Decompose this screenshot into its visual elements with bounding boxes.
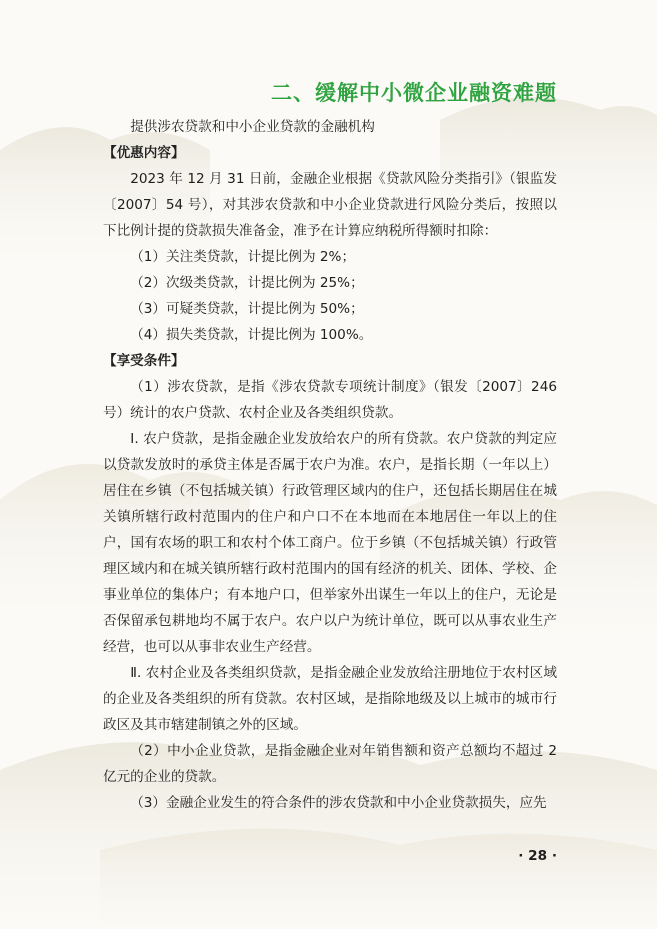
body-text [103,114,557,816]
list-item: （1）关注类贷款，计提比例为 2%； [130,249,356,265]
paragraph-loss-treatment: （3）金融企业发生的符合条件的涉农贷款和中小企业贷款损失，应先 [130,795,547,811]
paragraph-rural-enterprise-loans: Ⅱ. 农村企业及各类组织贷款，是指金融企业发放给注册地位于农村区域的企业及各类组织的所有贷款。农村区域，是指除地级及以上城市的城市行政区及其市辖建制镇之外的区域。 [103,665,557,733]
paragraph-agri-loans: （1）涉农贷款，是指《涉农贷款专项统计制度》（银发〔2007〕246 号）统计的农户贷款、农村企业及各类组织贷款。 [103,379,557,421]
list-item: （4）损失类贷款，计提比例为 100%。 [130,327,373,343]
paragraph-benefit: 2023 年 12 月 31 日前，金融企业根据《贷款风险分类指引》（银监发〔2007〕54 号），对其涉农贷款和中小企业贷款进行风险分类后，按照以下比例计提的贷款损失准备金，准予在计算应纳税所得额时扣除： [103,171,557,239]
paragraph-sme-loans: （2）中小企业贷款，是指金融企业对年销售额和资产总额均不超过 2 亿元的企业的贷款。 [103,743,557,785]
section-title: 二、缓解中小微企业融资难题 [271,81,557,105]
subject-line: 提供涉农贷款和中小企业贷款的金融机构 [130,119,375,135]
list-item: （2）次级类贷款，计提比例为 25%； [130,275,364,291]
paragraph-farmer-loans: Ⅰ. 农户贷款，是指金融企业发放给农户的所有贷款。农户贷款的判定应以贷款发放时的承贷主体是否属于农户为准。农户，是指长期（一年以上）居住在乡镇（不包括城关镇）行政管理区域内的住户，还包括长期居住在城关镇所辖行政村范围内的住户和户口不在本地而在本地居住一年以上的住户，国有农场的职工和农村个体工商户。位于乡镇（不包括城关镇）行政管理区域内和在城关镇所辖行政村范围内的国有经济的机关、团体、学校、企事业单位的集体户；有本地户口，但举家外出谋生一年以上的住户，无论是否保留承包耕地均不属于农户。农户以户为统计单位，既可以从事农业生产经营，也可以从事非农业生产经营。 [103,431,557,655]
page-number: · 28 · [518,848,557,864]
heading-benefit-content: 【优惠内容】 [103,145,185,161]
list-item: （3）可疑类贷款，计提比例为 50%； [130,301,364,317]
heading-conditions: 【享受条件】 [103,353,185,369]
